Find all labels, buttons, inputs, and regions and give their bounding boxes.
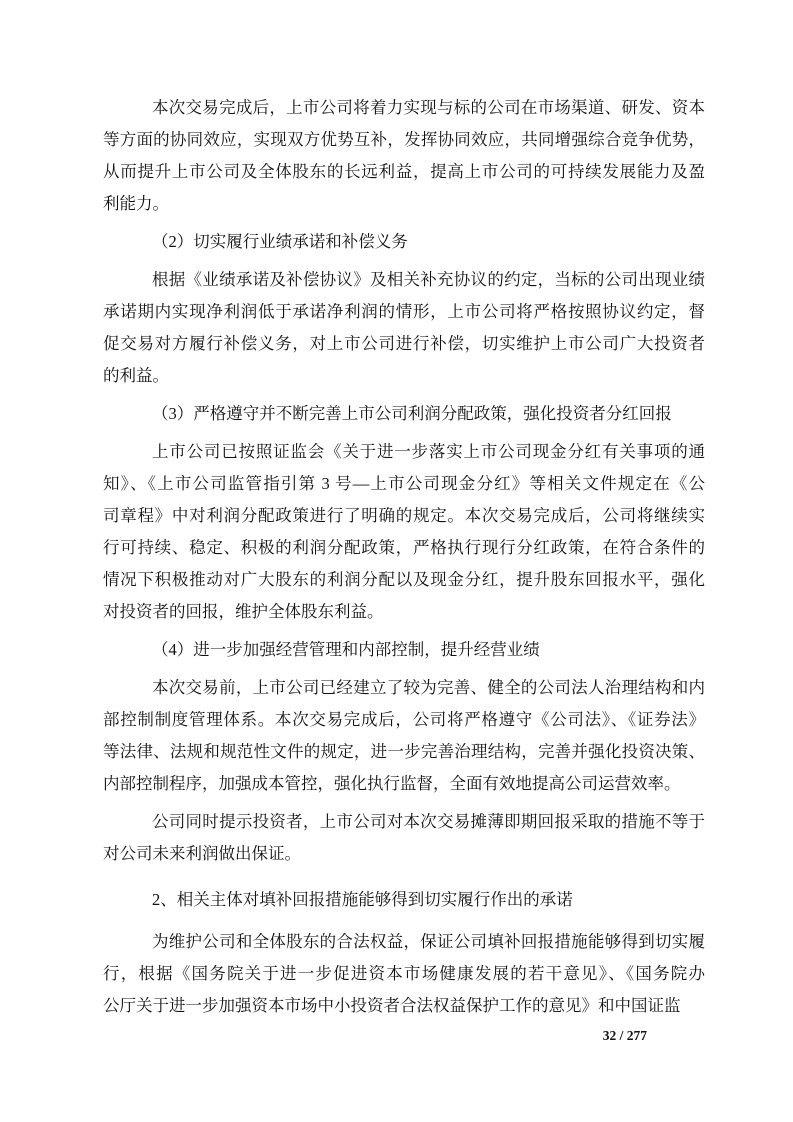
document-paragraph bbox=[103, 806, 705, 870]
text-line: 等法律、法规和规范性文件的规定，进一步完善治理结构，完善并强化投资决策、 bbox=[103, 742, 705, 761]
text-line: 本次交易完成后，上市公司将着力实现与标的公司在市场渠道、研发、资本 bbox=[152, 98, 705, 117]
section-heading bbox=[103, 398, 705, 430]
document-paragraph bbox=[103, 926, 705, 1022]
text-line: （4）进一步加强经营管理和内部控制，提升经营业绩 bbox=[152, 640, 540, 659]
document-paragraph bbox=[103, 264, 705, 392]
text-line: 承诺期内实现净利润低于承诺净利润的情形，上市公司将严格按照协议约定，督 bbox=[103, 302, 705, 321]
document-paragraph bbox=[103, 672, 705, 800]
text-line: 本次交易前，上市公司已经建立了较为完善、健全的公司法人治理结构和内 bbox=[152, 678, 705, 697]
text-line: 根据《业绩承诺及补偿协议》及相关补充协议的约定，当标的公司出现业绩 bbox=[152, 270, 705, 289]
section-heading bbox=[103, 884, 705, 916]
text-line: 行，根据《国务院关于进一步促进资本市场健康发展的若干意见》、《国务院办 bbox=[103, 964, 705, 983]
text-line: 公司同时提示投资者，上市公司对本次交易摊薄即期回报采取的措施不等于 bbox=[152, 812, 705, 831]
text-line: 为维护公司和全体股东的合法权益，保证公司填补回报措施能够得到切实履 bbox=[152, 932, 705, 951]
text-line: （3）严格遵守并不断完善上市公司利润分配政策，强化投资者分红回报 bbox=[152, 404, 672, 423]
text-line: 情况下积极推动对广大股东的利润分配以及现金分红，提升股东回报水平，强化 bbox=[103, 570, 705, 589]
text-line: 等方面的协同效应，实现双方优势互补，发挥协同效应，共同增强综合竞争优势， bbox=[103, 130, 705, 149]
text-line: 内部控制程序，加强成本管控，强化执行监督，全面有效地提高公司运营效率。 bbox=[103, 774, 681, 793]
document-paragraph bbox=[103, 92, 705, 220]
text-line: 的利益。 bbox=[103, 366, 169, 385]
text-line: 利能力。 bbox=[103, 194, 169, 213]
text-line: 对投资者的回报，维护全体股东利益。 bbox=[103, 602, 384, 621]
text-line: 对公司未来利润做出保证。 bbox=[103, 844, 301, 863]
text-line: 2、相关主体对填补回报措施能够得到切实履行作出的承诺 bbox=[152, 890, 573, 909]
text-line: 公厅关于进一步加强资本市场中小投资者合法权益保护工作的意见》和中国证监 bbox=[103, 996, 681, 1015]
text-line: （2）切实履行业绩承诺和补偿义务 bbox=[152, 232, 408, 251]
text-line: 司章程》中对利润分配政策进行了明确的规定。本次交易完成后，公司将继续实 bbox=[103, 506, 705, 525]
document-paragraph bbox=[103, 436, 705, 628]
text-line: 促交易对方履行补偿义务，对上市公司进行补偿，切实维护上市公司广大投资者 bbox=[103, 334, 705, 353]
document-body bbox=[103, 92, 705, 1028]
section-heading bbox=[103, 634, 705, 666]
text-line: 部控制制度管理体系。本次交易完成后，公司将严格遵守《公司法》、《证券法》 bbox=[103, 710, 705, 729]
text-line: 上市公司已按照证监会《关于进一步落实上市公司现金分红有关事项的通 bbox=[152, 442, 705, 461]
text-line: 从而提升上市公司及全体股东的长远利益，提高上市公司的可持续发展能力及盈 bbox=[103, 162, 705, 181]
text-line: 知》、《上市公司监管指引第 3 号—上市公司现金分红》等相关文件规定在《公 bbox=[103, 474, 705, 493]
page-number: 32 / 277 bbox=[602, 1028, 647, 1043]
section-heading bbox=[103, 226, 705, 258]
text-line: 行可持续、稳定、积极的利润分配政策，严格执行现行分红政策，在符合条件的 bbox=[103, 538, 705, 557]
